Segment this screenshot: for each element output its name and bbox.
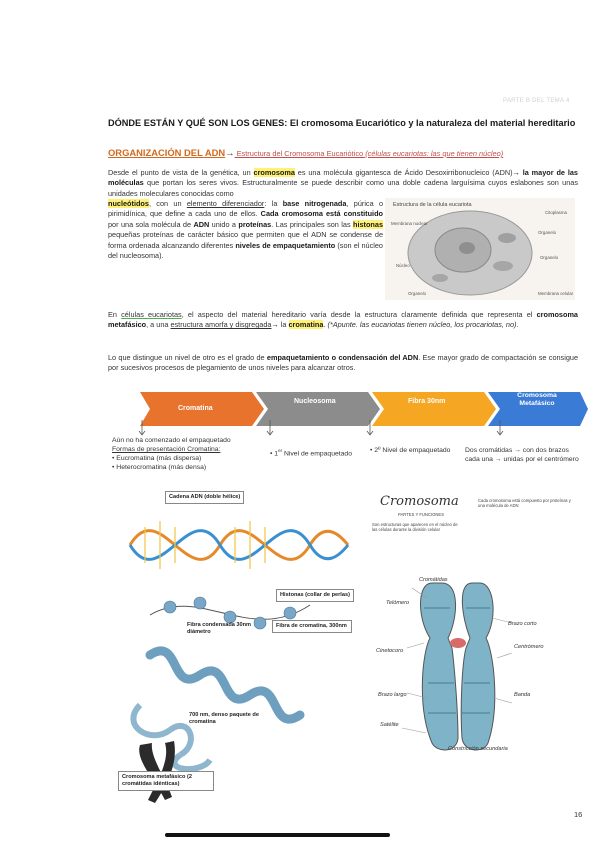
label-fibra-cromatina: Fibra de cromatina, 300nm xyxy=(272,620,352,633)
term-metafasico: cromosoma metafásico xyxy=(108,310,578,330)
term-nucleotidos: nucleótidos xyxy=(108,199,149,208)
header-faint-label: PARTE B DEL TEMA 4 xyxy=(503,98,570,104)
note-line: Aún no ha comenzado el empaquetado xyxy=(112,437,231,444)
section-heading-main: ORGANIZACIÓN DEL ADN xyxy=(108,147,226,158)
label-histonas: Histonas (collar de perlas) xyxy=(276,589,354,602)
cell-label: Organelo xyxy=(408,291,427,296)
label-paquete: 700 nm, denso paquete de cromatina xyxy=(189,712,259,725)
text: . xyxy=(323,320,328,330)
note-text: 2º Nivel xyxy=(374,447,398,454)
note-text: 1 xyxy=(274,450,279,458)
text: : la xyxy=(264,199,283,208)
term-celulas: células eucariotas xyxy=(121,310,182,319)
arrow-right-icon: → xyxy=(225,147,235,158)
arrow-right-icon: → xyxy=(512,168,520,177)
text: la xyxy=(278,320,289,330)
cell-label: Membrana celular xyxy=(538,291,574,296)
page-number: 16 xyxy=(574,810,583,819)
note-fibra: • 2º Nivel de empaquetado xyxy=(370,447,451,454)
term-histonas: histonas xyxy=(353,219,384,229)
cell-label: Organelo xyxy=(538,230,557,235)
term-empaquetamiento: empaquetamiento o condensación del ADN xyxy=(266,353,419,362)
text: unido a xyxy=(209,219,239,229)
term-elemento: elemento diferenciador xyxy=(186,199,265,208)
cell-label: Citoplasma xyxy=(545,210,567,215)
flow-label-cromatina: Cromatina xyxy=(178,405,213,412)
note-item-text: Eucromatina (más dispersa) xyxy=(116,455,202,462)
dna-packaging-figure xyxy=(110,485,350,805)
note-item: • Eucromatina (más dispersa) xyxy=(112,455,202,462)
label-fibra-condensada: Fibra condensada 30nm diámetro xyxy=(187,622,252,635)
label-telomero: Telómero xyxy=(386,600,410,606)
text: que portan los seres vivos. Estructuralmente se puede describir como una doble cadena larguísima cuyos eslabones son unas unidades moleculares conocidas como xyxy=(108,178,578,198)
chromosome-subtitle: PARTES Y FUNCIONES xyxy=(398,512,444,517)
text: , el aspecto del material hereditario varía desde la estructura claramente definida que representa el xyxy=(181,310,537,319)
note-item-text: Heterocromatina (más densa) xyxy=(116,464,207,471)
text: En xyxy=(108,310,122,319)
note-line: Formas de presentación Cromatina: xyxy=(112,446,221,453)
paragraph-empaquetamiento xyxy=(108,353,578,374)
cell-label: Membrana nuclear xyxy=(391,221,428,226)
term-cromosoma: cromosoma xyxy=(253,168,295,177)
text: , a una xyxy=(146,320,171,330)
label-brazo-corto: Brazo corto xyxy=(508,621,537,627)
text: es una molécula gigantesca de Ácido Desoxirribonucleico (ADN) xyxy=(294,168,513,177)
term-adn: ADN xyxy=(193,219,210,229)
note-metafasico: Dos cromátidas → con dos brazos cada una → unidas por el centrómero xyxy=(465,447,579,463)
flow-label-metafasico: Cromosoma Metafásico xyxy=(517,392,557,407)
note-sup: er xyxy=(278,448,283,453)
paragraph-intro xyxy=(108,168,578,199)
term-base: base nitrogenada xyxy=(282,199,347,208)
term-cromatina: cromatina xyxy=(288,320,324,330)
label-cromosoma-metafasico: Cromosoma metafásico (2 cromátidas idénticas) xyxy=(118,771,214,791)
cell-figure-title: Estructura de la célula eucariota xyxy=(393,202,472,208)
text: Lo que distingue un nivel de otro es el grado de xyxy=(108,353,267,362)
note-nucleosoma: • 1er Nivel de empaquetado xyxy=(270,448,352,458)
label-cromatidas: Cromátidas xyxy=(419,577,448,583)
dna-packaging-illustration xyxy=(110,485,350,805)
flow-label-fibra: Fibra 30nm xyxy=(408,398,446,405)
home-indicator[interactable] xyxy=(165,833,390,837)
term-proteinas: proteínas xyxy=(238,219,272,229)
chromosome-intro-text: Son estructuras que aparecen en el núcleo de las células durante la división celular xyxy=(372,522,458,533)
label-brazo-largo: Brazo largo xyxy=(378,692,407,698)
flow-label-nucleosoma: Nucleosoma xyxy=(294,398,336,405)
cell-label: Núcleo xyxy=(396,263,410,268)
text: . xyxy=(516,320,519,330)
label-cinetocoro: Cinetocoro xyxy=(376,648,404,654)
text: . Ese mayor grado de compactación se consigue por sucesivos procesos de plegamiento de unos niveles para alcanzar otros. xyxy=(108,353,578,373)
note-item: • Heterocromatina (más densa) xyxy=(112,464,207,471)
term-amorfa: estructura amorfa y disgregada xyxy=(170,320,272,330)
note-text: de empaquetado xyxy=(397,447,451,454)
cell-label: Organelo xyxy=(540,255,559,260)
chromosome-title: Cromosoma xyxy=(380,494,459,509)
note-text: Nivel de empaquetado xyxy=(282,450,352,458)
paragraph-eucariotas xyxy=(108,310,578,331)
chromosome-top-text: Cada cromosoma está compuesto por proteínas y una molécula de ADN xyxy=(478,498,571,509)
section-subheading-italic: (células eucariotas: las que tienen núcleo) xyxy=(365,149,504,158)
text: (son el núcleo del nucleosoma). xyxy=(108,240,383,261)
chromosome-parts-figure xyxy=(362,488,584,788)
text: pequeñas proteínas de carácter básico que permiten que el ADN se condense de forma ordenada alcanzando diferentes xyxy=(108,230,383,250)
term-mayor: la mayor de las moléculas xyxy=(108,168,578,188)
note-cromatina xyxy=(112,436,262,472)
term-niveles: niveles de empaquetamiento xyxy=(235,240,336,250)
label-constriccion: Constricción secundaria xyxy=(448,746,508,752)
arrow-right-icon: → xyxy=(271,320,279,330)
text: Desde el punto de vista de la genética, un xyxy=(108,168,254,177)
section-heading xyxy=(108,147,503,158)
label-cadena-adn: Cadena ADN (doble hélice) xyxy=(165,491,244,504)
term-constituido: Cada cromosoma está constituido xyxy=(260,209,383,219)
text: . Las principales son las xyxy=(271,219,353,229)
note-italic: (*Apunte. las eucariotas tienen núcleo, los procariotas, no) xyxy=(327,320,517,330)
text: , púrica o pirimidínica, que define a cada uno de ellos. xyxy=(108,199,384,219)
chromosome-illustration xyxy=(362,488,584,788)
text: por una sola molécula de xyxy=(108,219,194,229)
page-title: DÓNDE ESTÁN Y QUÉ SON LOS GENES: El cromosoma Eucariótico y la naturaleza del material hereditario xyxy=(108,118,576,128)
label-satelite: Satélite xyxy=(380,722,399,728)
section-subheading: Estructura del Cromosoma Eucariótico xyxy=(234,149,366,158)
label-centromero: Centrómero xyxy=(514,644,544,650)
label-banda: Banda xyxy=(514,692,531,698)
paragraph-intro-cont xyxy=(108,199,383,261)
text: , con un xyxy=(148,199,187,208)
